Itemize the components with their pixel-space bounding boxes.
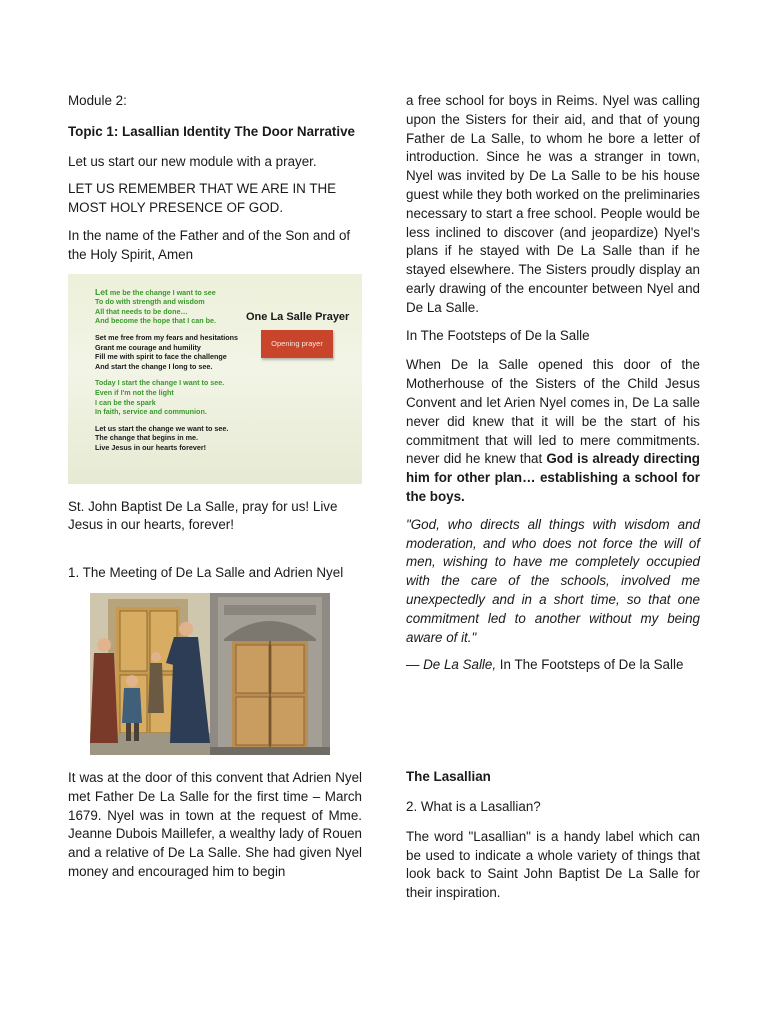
meeting-heading: 1. The Meeting of De La Salle and Adrien Nyel — [68, 565, 344, 581]
door-image — [90, 593, 330, 755]
prayer-line: And start the change I long to see. — [95, 361, 213, 371]
footsteps-heading: In The Footsteps of De la Salle — [406, 327, 590, 343]
footsteps-bold-text: God is already directing him for other plan… establishing a school for the boys. — [406, 451, 700, 504]
prayer-line: Fill me with spirit to face the challenge — [95, 352, 227, 362]
sketch-drawing — [90, 593, 210, 755]
prayer-line: I can be the spark — [95, 397, 156, 407]
prayer-lines — [95, 288, 265, 453]
prayer-line: Grant me courage and humility — [95, 342, 201, 352]
de-la-salle-quote: "God, who directs all things with wisdom and moderation, and who does not force the will of men, wishing to have me completely occupied with the care of the schools, involved me unexpectedly and in a short time, so that one commitment led to another without my being aware of it." — [406, 516, 700, 645]
prayer-line: Let us start the change we want to see. — [95, 423, 229, 433]
prayer-image — [68, 274, 362, 484]
prayer-line: All that needs to be done… — [95, 306, 188, 316]
prayer-line: Today I start the change I want to see. — [95, 378, 225, 388]
prayer-line: To do with strength and wisdom — [95, 297, 205, 307]
what-is-lasallian-heading: 2. What is a Lasallian? — [406, 798, 541, 814]
prayer-initial-word: Let — [95, 286, 108, 297]
prayer-line: In faith, service and communion. — [95, 407, 207, 417]
prayer-line: The change that begins in me. — [95, 433, 199, 443]
meeting-text: It was at the door of this convent that Adrien Nyel met Father De La Salle for the first time – March 1679. Nyel was in town at the request of Mme. Jeanne Dubois Maillefer, a wealthy lady of Rouen and a relative of De La Salle. She had given Nyel money and encouraged him to begin — [68, 769, 362, 879]
meeting-sketch-illustration — [90, 593, 210, 755]
convent-door-photo — [210, 593, 330, 755]
prayer-line: Let me be the change I want to see — [95, 286, 216, 297]
continuation-text: a free school for boys in Reims. Nyel was calling upon the Sisters for their aid, and that of young Father de La Salle, to whom he bore a letter of introduction. Since he was a stranger in town, Nyel was invited by De La Salle to be his house guest while they both worked on the preliminaries necessary to start a free school. People would be less inclined to discover (and jeopardize) Nyel's plans if he stayed with De La Salle than if he stayed elsewhere. The Sisters proudly display an early drawing of the encounter between Nyel and De La Salle. — [406, 93, 700, 315]
quote-attribution: — De La Salle, In The Footsteps of De la Salle — [406, 657, 684, 673]
lasallian-definition: The word "Lasallian" is a handy label which can be used to indicate a whole variety of things that look back to Saint John Baptist De La Salle for their inspiration. — [406, 828, 700, 901]
topic-heading: Topic 1: Lasallian Identity The Door Narrative — [68, 123, 355, 139]
invocation-text: St. John Baptist De La Salle, pray for us! Live Jesus in our hearts, forever! — [68, 498, 338, 533]
footsteps-text: When De la Salle opened this door of the Motherhouse of the Sisters of the Child Jesus Convent and let Arien Nyel comes in, De La salle never did knew that it will be the start of his commitment that will led to mere commitments. never did he knew that God is already directing him for other plan… establishing a school for the boys. — [406, 357, 700, 504]
prayer-line: Set me free from my fears and hesitations — [95, 332, 238, 342]
prayer-line: And become the hope that I can be. — [95, 316, 217, 326]
prayer-line: Live Jesus in our hearts forever! — [95, 442, 207, 452]
left-column — [68, 92, 362, 891]
module-label: Module 2: — [68, 93, 127, 108]
door-photo-drawing — [210, 593, 330, 755]
prayer-title: One La Salle Prayer — [246, 310, 350, 323]
remember-text: LET US REMEMBER THAT WE ARE IN THE MOST HOLY PRESENCE OF GOD. — [68, 181, 337, 216]
prayer-line: Even if I'm not the light — [95, 387, 174, 397]
lasallian-heading: The Lasallian — [406, 769, 491, 785]
opening-prayer-tag: Opening prayer — [261, 330, 333, 358]
right-column — [406, 92, 700, 912]
intro-text: Let us start our new module with a prayer. — [68, 153, 317, 169]
sign-of-cross-text: In the name of the Father and of the Son and of the Holy Spirit, Amen — [68, 227, 351, 262]
